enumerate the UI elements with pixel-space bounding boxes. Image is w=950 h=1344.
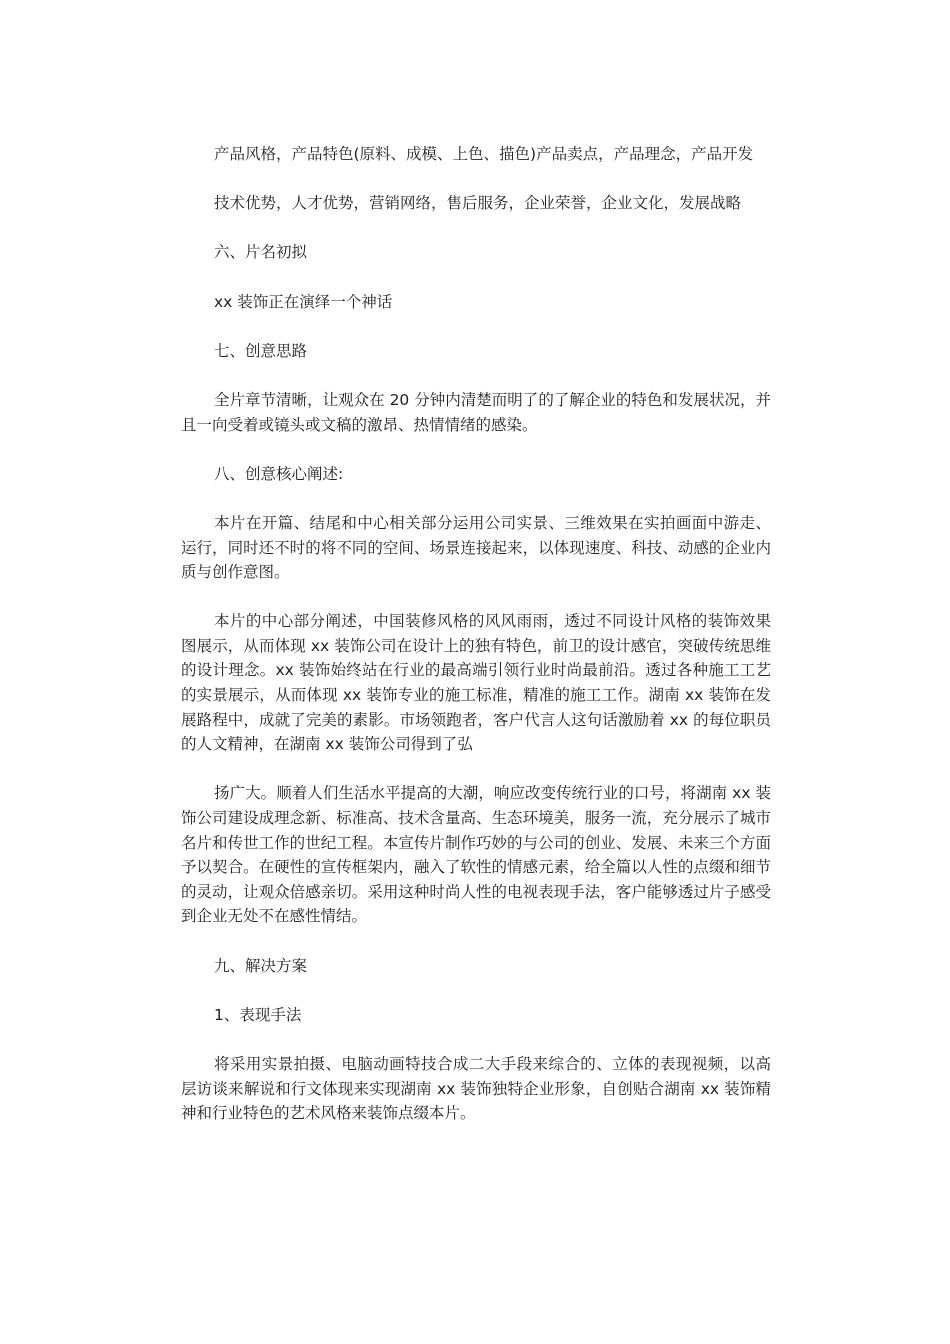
heading-section-7: 七、创意思路 — [214, 341, 308, 360]
paragraph-product-features: 产品风格，产品特色(原料、成模、上色、描色)产品卖点，产品理念，产品开发 — [214, 145, 754, 163]
heading-section-6: 六、片名初拟 — [214, 243, 308, 262]
heading-section-8: 八、创意核心阐述: — [214, 464, 344, 483]
paragraph-title-draft: xx 装饰正在演绎一个神话 — [214, 292, 393, 311]
paragraph-techniques: 将采用实景拍摄、电脑动画特技合成二大手段来综合的、立体的表现视频，以高层访谈来解说和行文体现来实现湖南 xx 装饰独特企业形象，自创贴合湖南 xx 装饰精神和行业特色的艺术风格来装饰点缀本片。 — [181, 1054, 771, 1123]
paragraph-company-advantages: 技术优势，人才优势，营销网络，售后服务，企业荣誉，企业文化，发展战略 — [214, 194, 742, 213]
paragraph-core-middle: 本片的中心部分阐述，中国装修风格的风风雨雨，透过不同设计风格的装饰效果图展示，从而体现 xx 装饰公司在设计上的独有特色，前卫的设计感官，突破传统思维的设计理念。xx 装饰始终站在行业的最高端引领行业时尚最前沿。透过各种施工工艺的实景展示，从而体现 xx 装饰专业的施工标准，精准的施工工作。湖南 xx 装饰在发展路程中，成就了完美的素影。市场领跑者，客户代言人这句话激励着 xx 的每位职员的人文精神，在湖南 xx 装饰公司得到了弘 — [181, 612, 771, 754]
paragraph-creative-idea: 全片章节清晰，让观众在 20 分钟内清楚而明了的了解企业的特色和发展状况，并且一向受着或镜头或文稿的激昂、热情情绪的感染。 — [181, 390, 771, 434]
paragraph-core-opening: 本片在开篇、结尾和中心相关部分运用公司实景、三维效果在实拍画面中游走、运行，同时还不时的将不同的空间、场景连接起来，以体现速度、科技、动感的企业内质与创作意图。 — [181, 513, 771, 582]
heading-subsection-1: 1、表现手法 — [214, 1005, 302, 1024]
document-page — [181, 142, 771, 1150]
paragraph-core-continued: 扬广大。顺着人们生活水平提高的大潮，响应改变传统行业的口号，将湖南 xx 装饰公司建设成理念新、标准高、技术含量高、生态环境美，服务一流，充分展示了城市名片和传世工作的世纪工程。本宣传片制作巧妙的与公司的创业、发展、未来三个方面予以契合。在硬性的宣传框架内，融入了软性的情感元素，给全篇以人性的点缀和细节的灵动，让观众倍感亲切。采用这种时尚人性的电视表现手法，客户能够透过片子感受到企业无处不在感性情结。 — [181, 784, 771, 926]
heading-section-9: 九、解决方案 — [214, 956, 308, 975]
